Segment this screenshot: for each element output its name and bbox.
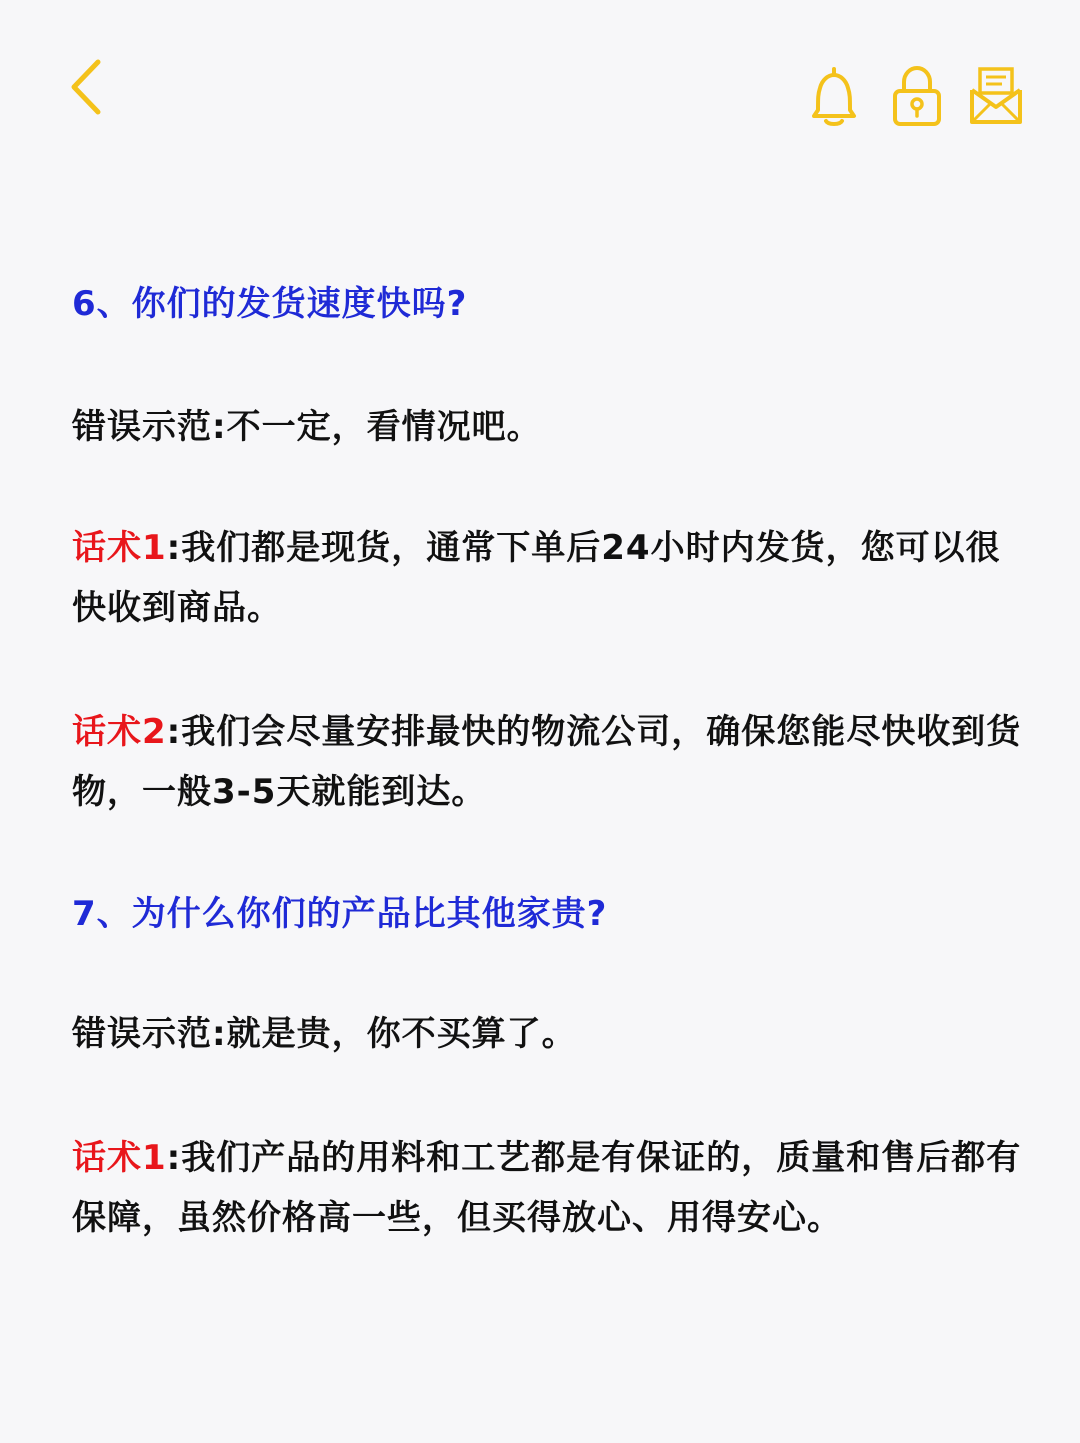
bell-button[interactable] xyxy=(804,64,864,128)
script-label: 话术1 xyxy=(72,1138,167,1178)
question-7: 7、为什么你们的产品比其他家贵? xyxy=(72,894,608,934)
mail-button[interactable] xyxy=(966,64,1026,128)
bell-icon xyxy=(804,64,864,128)
question-6: 6、你们的发货速度快吗? xyxy=(72,284,468,324)
script-text: :我们都是现货，通常下单后24小时内发货，您可以很快收到商品。 xyxy=(72,528,1001,628)
script-2-q6 xyxy=(72,702,1032,822)
top-toolbar xyxy=(0,0,1080,150)
mail-icon xyxy=(966,64,1026,128)
script-text: :我们产品的用料和工艺都是有保证的，质量和售后都有保障，虽然价格高一些，但买得放心、用得安心。 xyxy=(72,1138,1022,1238)
lock-button[interactable] xyxy=(887,64,947,128)
script-label: 话术1 xyxy=(72,528,167,568)
wrong-example-7: 错误示范:就是贵，你不买算了。 xyxy=(72,1014,577,1054)
script-label: 话术2 xyxy=(72,712,167,752)
script-1-q7 xyxy=(72,1128,1032,1248)
lock-icon xyxy=(887,64,947,128)
chevron-left-icon xyxy=(64,56,110,118)
wrong-example-6: 错误示范:不一定，看情况吧。 xyxy=(72,407,542,447)
back-button[interactable] xyxy=(64,56,110,118)
script-text: :我们会尽量安排最快的物流公司，确保您能尽快收到货物，一般3-5天就能到达。 xyxy=(72,712,1022,812)
script-1-q6 xyxy=(72,518,1032,638)
